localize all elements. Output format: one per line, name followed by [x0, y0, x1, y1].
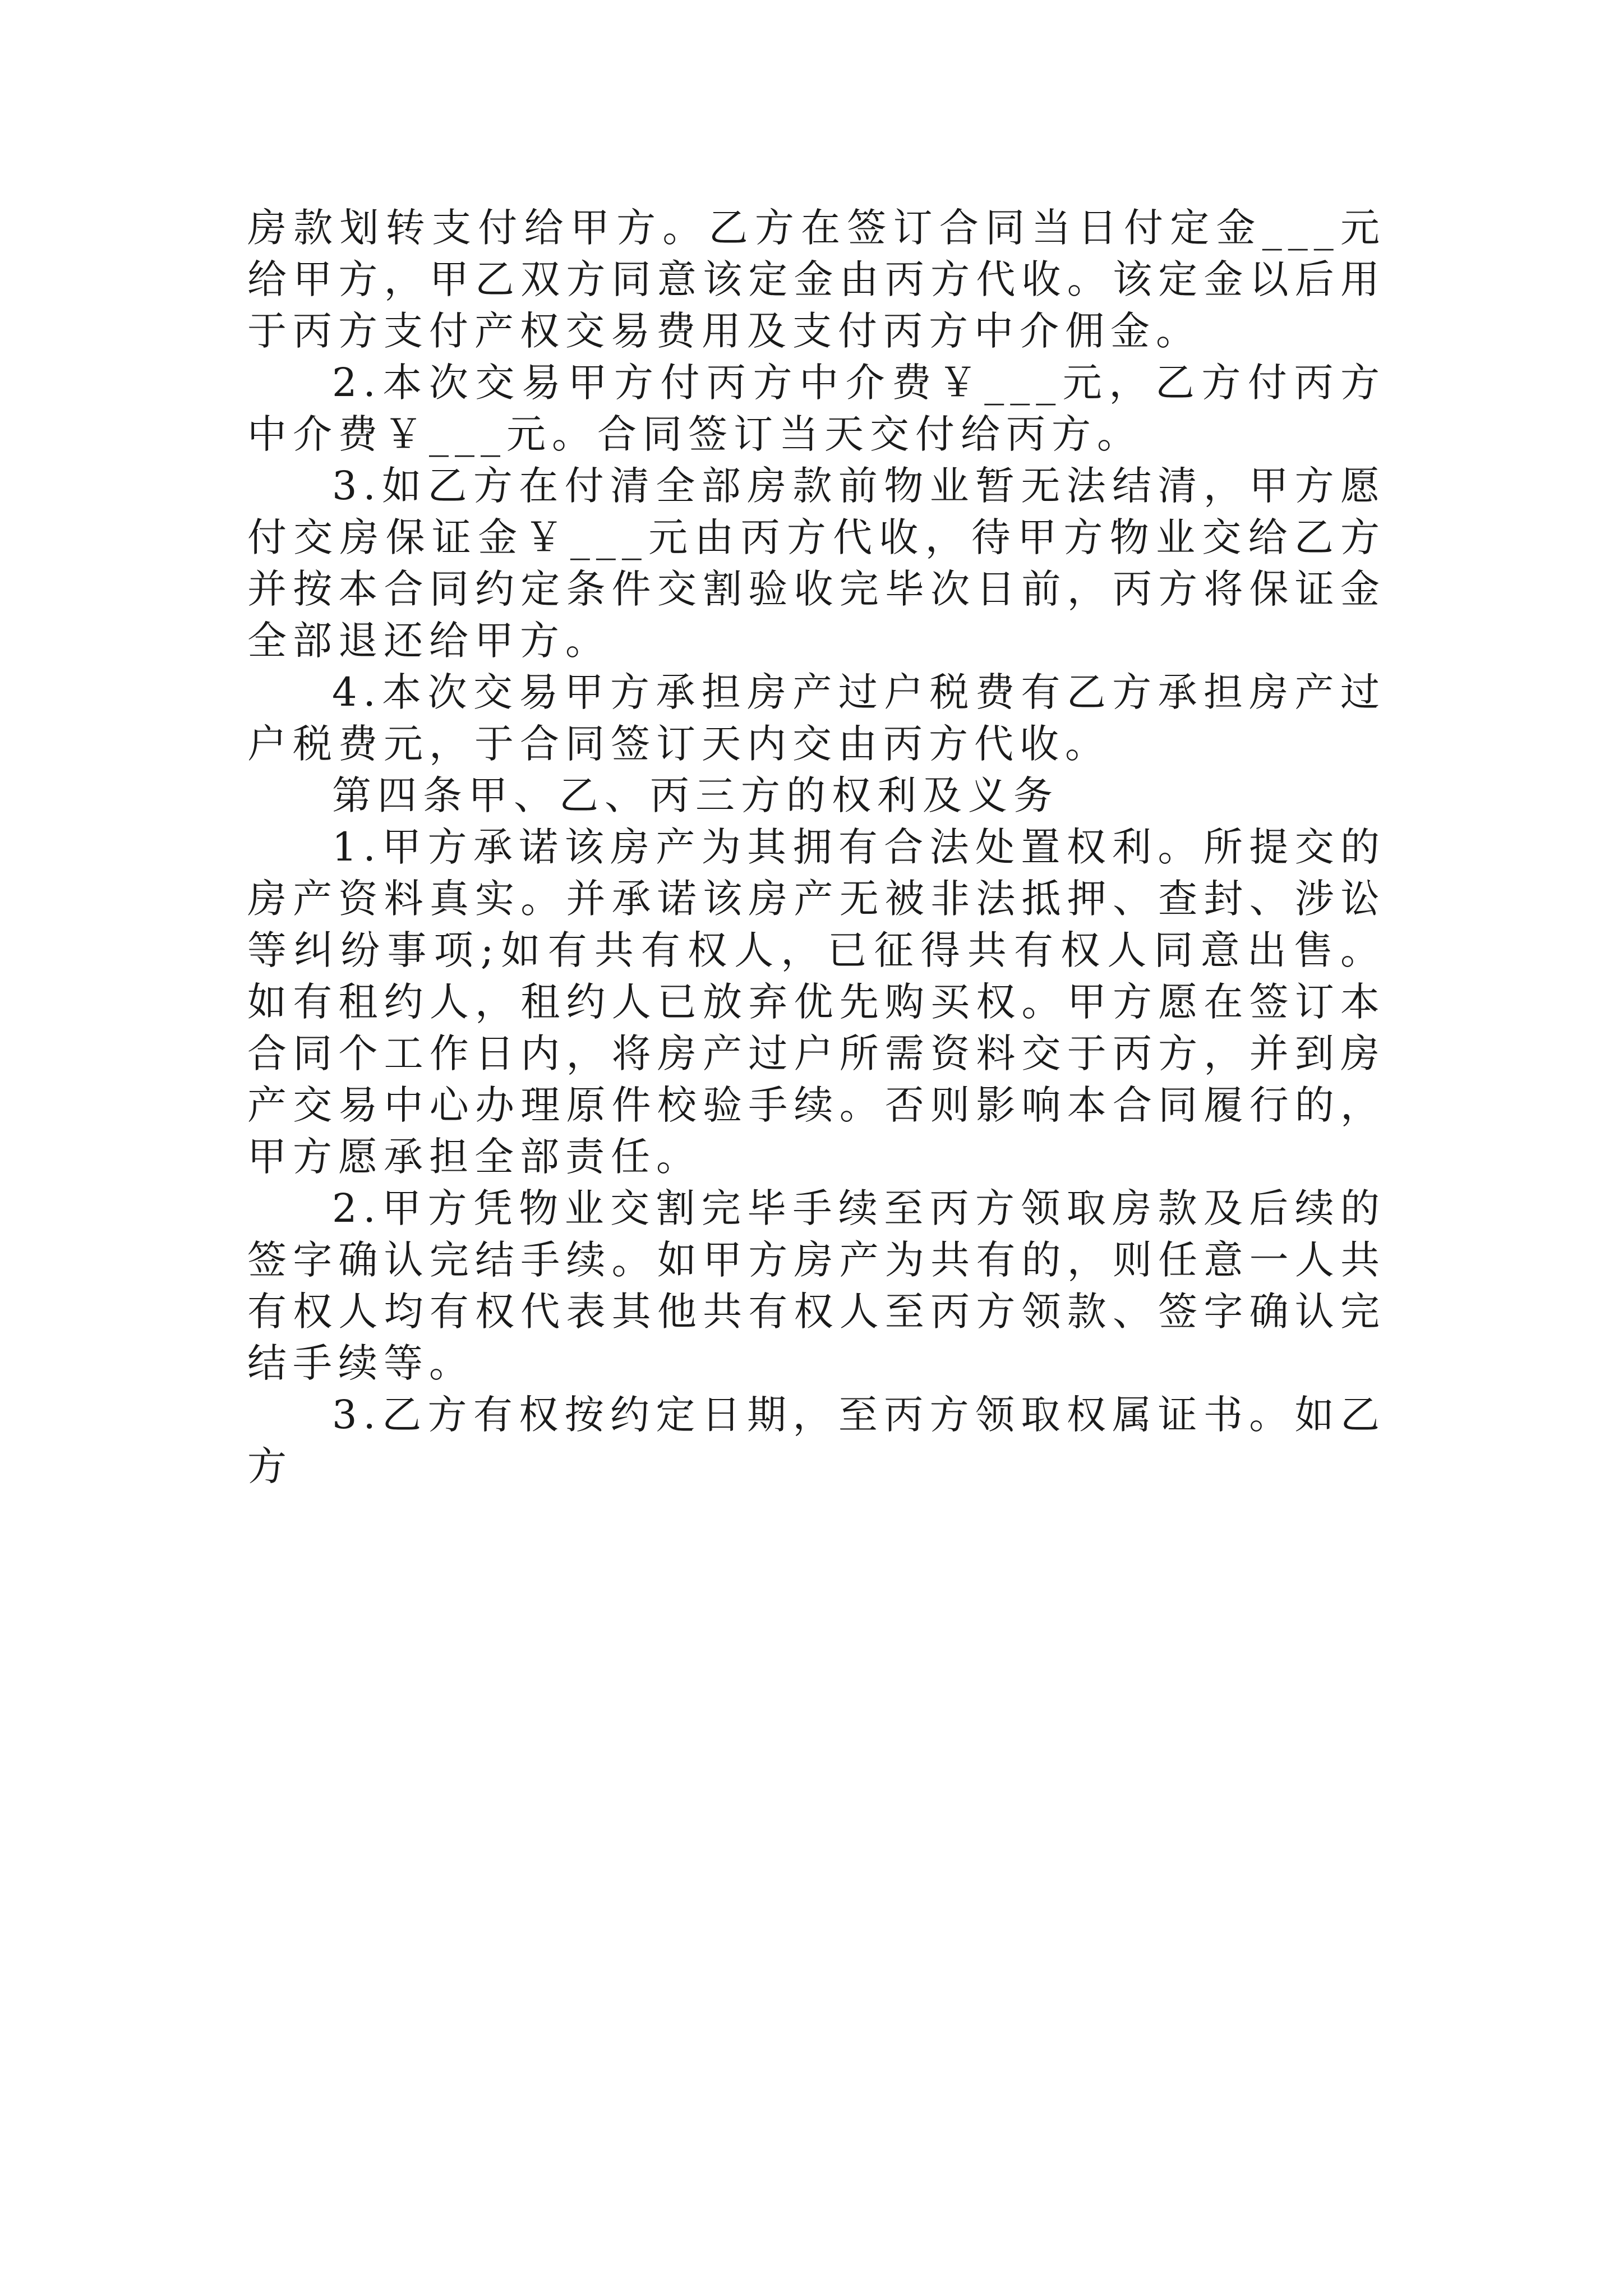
section-heading-article-four: 第四条甲、乙、丙三方的权利及义务 — [332, 772, 1059, 818]
document-body — [247, 202, 1386, 1492]
paragraph-handover-guarantee: 3.如乙方在付清全部房款前物业暂无法结清，甲方愿付交房保证金￥___元由丙方代收，待甲方物业交给乙方并按本合同约定条件交割验收完毕次日前，丙方将保证金全部退还给甲方。 — [247, 463, 1386, 664]
paragraph-party-b-certificate: 3.乙方有权按约定日期，至丙方领取权属证书。如乙方 — [247, 1392, 1386, 1489]
paragraph-payment-deposit: 房款划转支付给甲方。乙方在签订合同当日付定金___元给甲方，甲乙双方同意该定金由丙方代收。该定金以后用于丙方支付产权交易费用及支付丙方中介佣金。 — [247, 205, 1386, 354]
paragraph-transfer-taxes: 4.本次交易甲方承担房产过户税费有乙方承担房产过户税费元，于合同签订天内交由丙方代收。 — [247, 669, 1386, 767]
paragraph-party-a-collection: 2.甲方凭物业交割完毕手续至丙方领取房款及后续的签字确认完结手续。如甲方房产为共有的，则任意一人共有权人均有权代表其他共有权人至丙方领款、签字确认完结手续等。 — [247, 1185, 1386, 1386]
paragraph-agency-fee: 2.本次交易甲方付丙方中介费￥___元，乙方付丙方中介费￥___元。合同签订当天交付给丙方。 — [247, 360, 1386, 457]
paragraph-party-a-warranty: 1.甲方承诺该房产为其拥有合法处置权利。所提交的房产资料真实。并承诺该房产无被非法抵押、查封、涉讼等纠纷事项;如有共有权人，已征得共有权人同意出售。如有租约人，租约人已放弃优先购买权。甲方愿在签订本合同个工作日内，将房产过户所需资料交于丙方，并到房产交易中心办理原件校验手续。否则影响本合同履行的，甲方愿承担全部责任。 — [247, 824, 1386, 1180]
